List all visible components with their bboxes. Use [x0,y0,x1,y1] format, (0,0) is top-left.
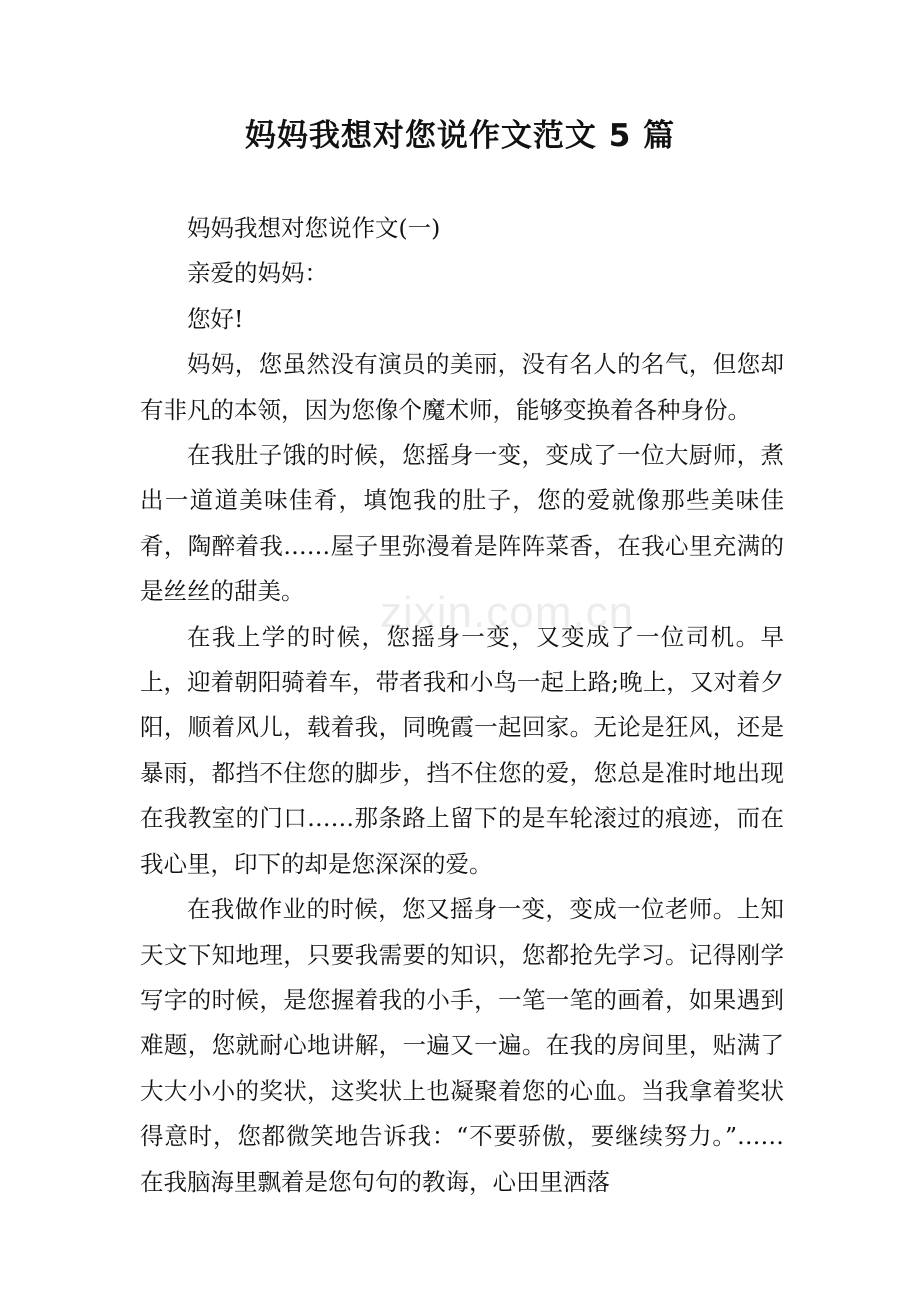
paragraph: 妈妈，您虽然没有演员的美丽，没有名人的名气，但您却有非凡的本领，因为您像个魔术师，能够变换着各种身份。 [140,350,784,424]
paragraph: 在我上学的时候，您摇身一变，又变成了一位司机。早上，迎着朝阳骑着车，带者我和小鸟一起上路;晚上，又对着夕阳，顺着风儿，载着我，同晚霞一起回家。无论是狂风，还是暴雨，都挡不住您的脚步，挡不住您的爱，您总是准时地出现在我教室的门口……那条路上留下的是车轮滚过的痕迹，而在我心里，印下的却是您深深的爱。 [140,622,784,878]
document-title: 妈妈我想对您说作文范文 5 篇 [244,118,676,154]
greeting: 您好! [187,304,244,333]
watermark: zixin.com.cn [380,588,635,637]
document-body [140,206,784,1205]
salutation: 亲爱的妈妈： [187,259,328,288]
paragraph: 在我肚子饿的时候，您摇身一变，变成了一位大厨师，煮出一道道美味佳肴，填饱我的肚子，您的爱就像那些美味佳肴，陶醉着我……屋子里弥漫着是阵阵菜香，在我心里充满的是丝丝的甜美。 [140,441,784,606]
paragraph: 在我做作业的时候，您又摇身一变，变成一位老师。上知天文下知地理，只要我需要的知识，您都抢先学习。记得刚学写字的时候，是您握着我的小手，一笔一笔的画着，如果遇到难题，您就耐心地讲解，一遍又一遍。在我的房间里，贴满了大大小小的奖状，这奖状上也凝聚着您的心血。当我拿着奖状得意时，您都微笑地告诉我：“不要骄傲，要继续努力。”……在我脑海里飘着是您句句的教诲，心田里洒落 [140,895,784,1196]
essay-heading: 妈妈我想对您说作文(一) [187,214,441,242]
